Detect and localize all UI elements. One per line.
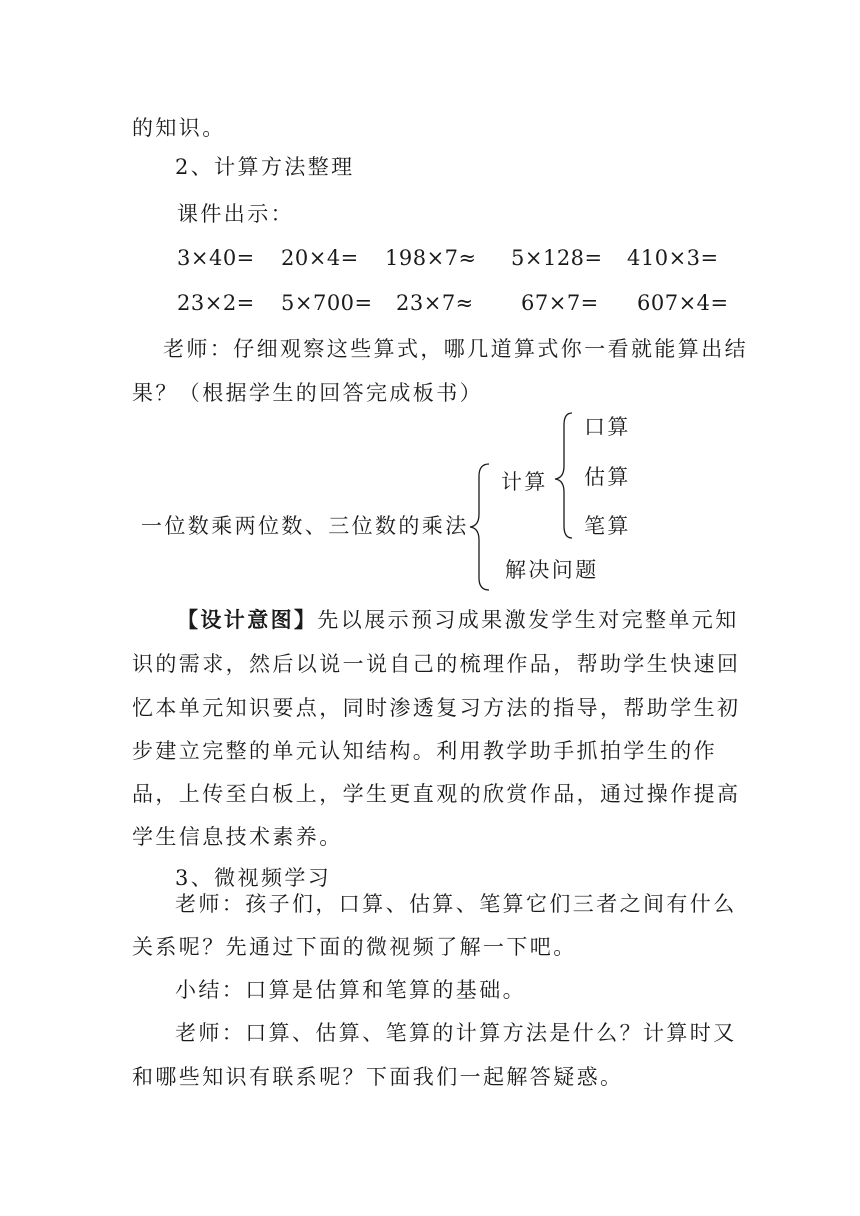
design-intent-label: 【设计意图】 [177,607,318,632]
equation: 198×7≈ [385,246,477,270]
diagram-branch-problem-solving: 解决问题 [505,558,599,582]
design-intent-text: 先以展示预习成果激发学生对完整单元知 [317,608,739,632]
diagram-leaf-oral: 口算 [584,415,631,439]
right-brace [552,410,582,540]
equation: 410×3= [627,246,719,270]
diagram-root: 一位数乘两位数、三位数的乘法 [141,514,469,538]
section-heading-2: 2、计算方法整理 [175,155,355,179]
section-heading-3: 3、微视频学习 [175,866,332,890]
equation: 23×7≈ [396,291,474,315]
text-line: 老师：孩子们，口算、估算、笔算它们三者之间有什么 [175,892,737,916]
text-line: 果？（根据学生的回答完成板书） [132,381,483,405]
equation: 23×2= [177,291,255,315]
equation: 5×128= [511,246,603,270]
text-line: 步建立完整的单元认知结构。利用教学助手抓拍学生的作 [132,739,717,763]
equation: 607×4= [637,291,729,315]
text-line: 和哪些知识有联系呢？下面我们一起解答疑惑。 [132,1065,624,1089]
text-line: 学生信息技术素养。 [132,825,343,849]
text-line: 识的需求，然后以说一说自己的梳理作品，帮助学生快速回 [132,652,741,676]
diagram-leaf-written: 笔算 [584,514,631,538]
diagram-branch-calculation: 计算 [501,470,548,494]
equation: 20×4= [281,246,359,270]
text-line: 忆本单元知识要点，同时渗透复习方法的指导，帮助学生初 [132,696,741,720]
text-line: 小结：口算是估算和笔算的基础。 [175,978,526,1002]
text-line: 的知识。 [132,116,226,140]
text-line: 品，上传至白板上，学生更直观的欣赏作品，通过操作提高 [132,782,741,806]
text-line: 老师：仔细观察这些算式，哪几道算式你一看就能算出结 [163,337,748,361]
left-brace [467,462,507,592]
text-line: 关系呢？先通过下面的微视频了解一下吧。 [132,935,577,959]
equation: 5×700= [281,291,373,315]
equation: 3×40= [177,246,255,270]
diagram-leaf-estimate: 估算 [584,465,631,489]
equation: 67×7= [521,291,599,315]
text-line: 老师：口算、估算、笔算的计算方法是什么？计算时又 [175,1021,737,1045]
text-line: 课件出示： [177,202,294,226]
text-line [177,606,739,634]
